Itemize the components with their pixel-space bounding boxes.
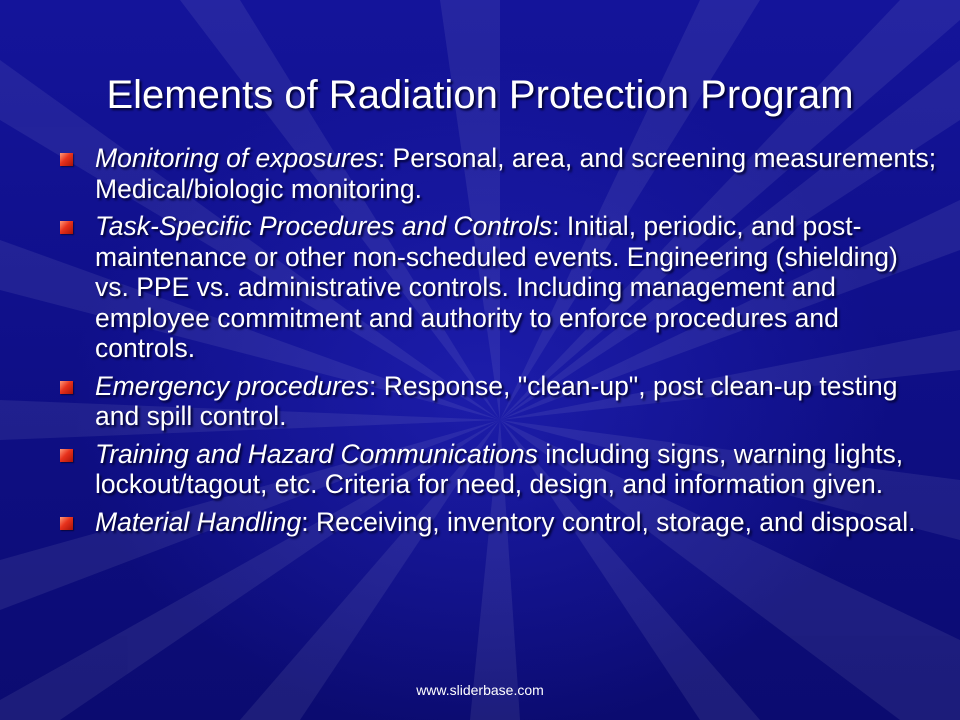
bullet-square-icon bbox=[60, 449, 73, 462]
bullet-emergency-procedures bbox=[58, 371, 938, 432]
footer-source-link: www.sliderbase.com bbox=[416, 682, 544, 698]
bullet-term: Training and Hazard Communications bbox=[95, 438, 538, 469]
bullet-square-icon bbox=[60, 517, 73, 530]
slide-title: Elements of Radiation Protection Program bbox=[106, 73, 854, 117]
bullet-task-specific-procedures bbox=[58, 211, 938, 364]
bullet-square-icon bbox=[60, 221, 73, 234]
bullet-term: Task-Specific Procedures and Controls bbox=[95, 211, 553, 241]
bullet-list bbox=[58, 143, 938, 544]
bullet-term: Material Handling bbox=[95, 506, 302, 537]
bullet-text: : Personal, area, and screening measurements; Medical/biologic monitoring. bbox=[95, 143, 937, 204]
bullet-square-icon bbox=[60, 381, 73, 394]
bullet-material-handling bbox=[58, 507, 938, 538]
bullet-text: : Receiving, inventory control, storage, and disposal. bbox=[301, 506, 916, 537]
bullet-term: Emergency procedures bbox=[95, 370, 369, 401]
bullet-text: : Response, "clean-up", post clean-up testing and spill control. bbox=[95, 370, 898, 431]
bullet-monitoring-of-exposures bbox=[58, 143, 938, 204]
bullet-text: including signs, warning lights, lockout/tagout, etc. Criteria for need, design, and information given. bbox=[95, 438, 904, 499]
bullet-square-icon bbox=[60, 153, 73, 166]
bullet-text: : Initial, periodic, and post-maintenance or other non-scheduled events. Engineering (shielding) vs. PPE vs. administrative controls. Including management and employee commitment and authority to enforce procedures and controls. bbox=[95, 211, 898, 363]
bullet-training-and-hazard-communications bbox=[58, 439, 938, 500]
bullet-term: Monitoring of exposures bbox=[95, 143, 378, 173]
